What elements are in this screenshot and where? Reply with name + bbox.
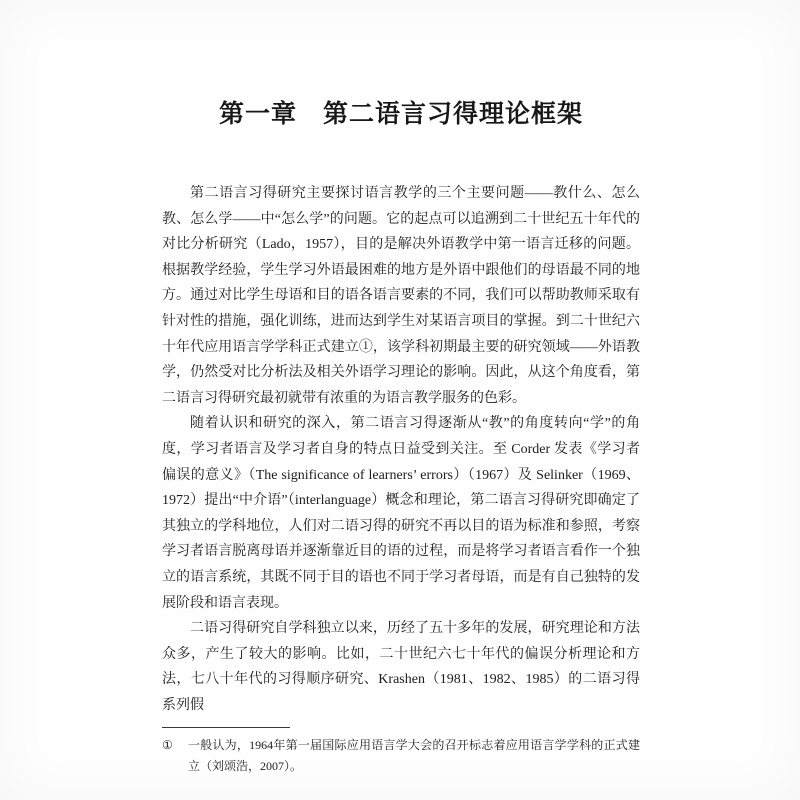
footnote <box>162 735 640 777</box>
page-content <box>162 0 640 777</box>
footnote-separator <box>162 727 290 728</box>
paragraph-2: 随着认识和研究的深入，第二语言习得逐渐从“教”的角度转向“学”的角度，学习者语言及学习者自身的特点日益受到关注。至 Corder 发表《学习者偏误的意义》（The significance of learners’ errors）（1967）及 Selinker（1969、1972）提出“中介语”（interlanguage）概念和理论，第二语言习得研究即确定了其独立的学科地位，人们对二语习得的研究不再以目的语为标准和参照，考察学习者语言脱离母语并逐渐靠近目的语的过程，而是将学习者语言看作一个独立的语言系统，其既不同于目的语也不同于学习者母语，而是有自己独特的发展阶段和语言表现。 <box>162 416 640 611</box>
footnote-text: 一般认为，1964年第一届国际应用语言学大会的召开标志着应用语言学学科的正式建立（刘颂浩，2007）。 <box>188 738 640 774</box>
chapter-title: 第一章 第二语言习得理论框架 <box>218 100 583 128</box>
paragraph-3: 二语习得研究自学科独立以来，历经了五十多年的发展，研究理论和方法众多，产生了较大的影响。比如，二十世纪六七十年代的偏误分析理论和方法，七八十年代的习得顺序研究、Krashen（1981、1982、1985）的二语习得系列假 <box>162 621 640 713</box>
footnote-marker: ① <box>162 738 173 753</box>
paragraph-1: 第二语言习得研究主要探讨语言教学的三个主要问题——教什么、怎么教、怎么学——中“怎么学”的问题。它的起点可以追溯到二十世纪五十年代的对比分析研究（Lado，1957），目的是解决外语教学中第一语言迁移的问题。根据教学经验，学生学习外语最困难的地方是外语中跟他们的母语最不同的地方。通过对比学生母语和目的语各语言要素的不同，我们可以帮助教师采取有针对性的措施，强化训练，进而达到学生对某语言项目的掌握。到二十世纪六十年代应用语言学学科正式建立①，该学科初期最主要的研究领域——外语教学，仍然受对比分析法及相关外语学习理论的影响。因此，从这个角度看，第二语言习得研究最初就带有浓重的为语言教学服务的色彩。 <box>162 186 640 406</box>
body-text <box>162 181 640 718</box>
